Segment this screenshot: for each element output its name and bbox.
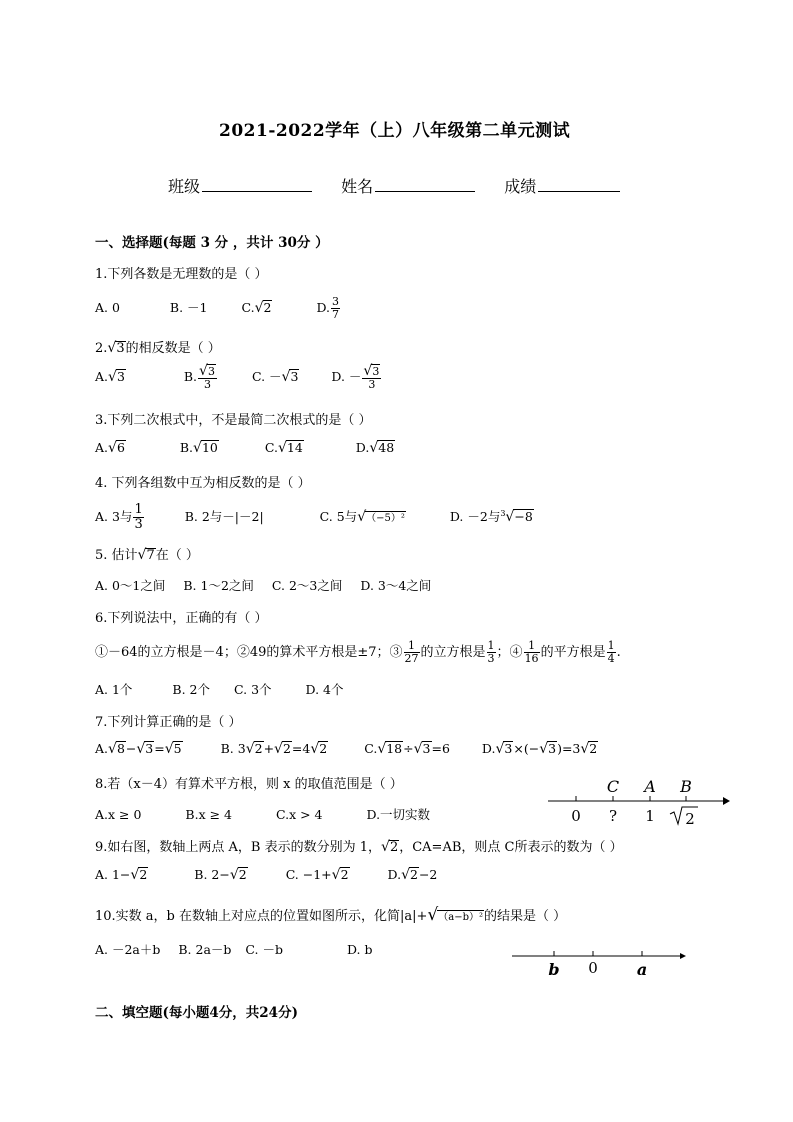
q8-option-b[interactable]: B.x ≥ 4 [185, 807, 233, 822]
q10-option-d[interactable]: D. b [346, 942, 373, 957]
q2-options [95, 364, 382, 391]
section-2-heading: 二、填空题(每小题4分，共24分) [95, 1005, 298, 1021]
q8-option-d[interactable]: D.一切实数 [366, 807, 431, 822]
q5-option-b[interactable]: B. 1～2之间 [183, 578, 254, 593]
q2-option-a[interactable]: A.√3 [95, 369, 125, 385]
q7-option-d[interactable]: D.√3×(−√3)=3√2 [481, 741, 598, 757]
score-blank[interactable] [538, 176, 620, 192]
q10-stem: 10.实数 a，b 在数轴上对应点的位置如图所示，化简|a|+√（a−b）²的结果是（ ） [95, 905, 567, 925]
q3-stem: 3.下列二次根式中，不是最简二次根式的是（ ） [95, 413, 372, 428]
q2-option-d[interactable]: D. － $\frac{√3}{3}$ [331, 363, 380, 391]
tick-label-1: 1 [645, 807, 655, 825]
q3-option-a[interactable]: A.√6 [95, 440, 125, 456]
q6-options [95, 680, 344, 698]
q10-option-b[interactable]: B. 2a－b [178, 942, 232, 957]
q5-stem: 5. 估计√7在（ ） [95, 547, 199, 563]
score-label: 成绩 [504, 177, 537, 196]
q5-option-d[interactable]: D. 3～4之间 [360, 578, 432, 593]
q7-option-c[interactable]: C.√18÷√3=6 [364, 741, 450, 757]
q9-option-d[interactable]: D.√2−2 [387, 867, 438, 883]
q9-options [95, 867, 437, 883]
q5-option-a[interactable]: A. 0～1之间 [95, 578, 166, 593]
q8-option-c[interactable]: C.x > 4 [276, 807, 323, 822]
point-b-label: b [548, 960, 560, 979]
q1-option-a[interactable]: A. 0 [95, 300, 120, 315]
point-a-label: a [636, 960, 648, 979]
q3-options [95, 440, 395, 456]
section-1-heading: 一、选择题(每题 3 分 ，共计 30分 ） [95, 235, 329, 251]
q6-option-a[interactable]: A. 1个 [95, 682, 133, 697]
q10-option-a[interactable]: A. －2a＋b [95, 942, 161, 957]
q6-stem: 6.下列说法中，正确的有（ ） [95, 611, 268, 626]
q1-option-b[interactable]: B. －1 [169, 300, 208, 315]
page-title: 2021-2022学年（上）八年级第二单元测试 [219, 121, 571, 141]
point-a-label: A [644, 777, 656, 796]
q6-statements: ①－64的立方根是－4；②49的算术平方根是±7；③ $\frac{1}{27}$ 的立方根是 $\frac{1}{3}$ ；④ $\frac{1}{16}$ 的平方根是 $\frac{1}{4}$ . [95, 639, 621, 665]
q9-option-c[interactable]: C. −1+√2 [285, 867, 349, 883]
q2-option-b[interactable]: B. $\frac{√3}{3}$ [183, 363, 215, 391]
number-line-abc [540, 772, 732, 828]
q4-stem: 4. 下列各组数中互为相反数的是（ ） [95, 476, 311, 491]
q1-option-c[interactable]: C.√2 [241, 300, 272, 316]
q4-option-c[interactable]: C. 5与√（−5）² [319, 509, 405, 525]
axis-arrow [680, 953, 686, 959]
class-label: 班级 [168, 177, 201, 196]
q4-options [95, 503, 534, 532]
q3-option-b[interactable]: B.√10 [179, 440, 218, 456]
q5-option-c[interactable]: C. 2～3之间 [271, 578, 343, 593]
q8-options [95, 805, 430, 823]
axis-arrow [723, 797, 730, 805]
q6-option-c[interactable]: C. 3个 [234, 682, 272, 697]
tick-label-sqrt2: 2 [685, 810, 695, 828]
q4-option-b[interactable]: B. 2与－|－2| [184, 509, 264, 524]
q7-stem: 7.下列计算正确的是（ ） [95, 715, 242, 730]
point-0-label: 0 [588, 959, 598, 977]
tick-label-0: 0 [571, 807, 581, 825]
q5-options [95, 576, 431, 594]
q9-option-b[interactable]: B. 2−√2 [194, 867, 247, 883]
student-info [168, 174, 620, 197]
q3-option-c[interactable]: C.√14 [264, 440, 303, 456]
q3-option-d[interactable]: D.√48 [355, 440, 395, 456]
q4-option-d[interactable]: D. －2与$^3$√−8 [449, 508, 533, 525]
q4-option-a[interactable]: A. 3与 $\frac{1}{3}$ [95, 502, 143, 532]
q8-stem: 8.若（x－4）有算术平方根，则 x 的取值范围是（ ） [95, 777, 403, 792]
q7-option-a[interactable]: A.√8−√3=√5 [95, 741, 182, 757]
number-line-ab [508, 946, 690, 980]
q8-option-a[interactable]: A.x ≥ 0 [95, 807, 142, 822]
q1-options [95, 296, 341, 321]
q7-options [95, 741, 598, 757]
q1-option-d[interactable]: D. $\frac{3}{7}$ [316, 295, 340, 321]
name-blank[interactable] [375, 176, 475, 192]
point-b-label: B [680, 777, 692, 796]
q10-options [95, 940, 373, 958]
q7-option-b[interactable]: B. 3√2+√2=4√2 [220, 741, 328, 757]
q6-option-d[interactable]: D. 4个 [305, 682, 344, 697]
class-blank[interactable] [202, 176, 312, 192]
q9-option-a[interactable]: A. 1−√2 [95, 867, 148, 883]
q9-stem: 9.如右图，数轴上两点 A，B 表示的数分别为 1，√2，CA=AB，则点 C所表示的数为（ ） [95, 839, 623, 855]
tick-label-question: ? [608, 807, 618, 825]
point-c-label: C [606, 777, 620, 796]
q2-stem: 2.√3的相反数是（ ） [95, 340, 221, 356]
q1-stem: 1.下列各数是无理数的是（ ） [95, 267, 268, 282]
q2-option-c[interactable]: C. －√3 [251, 369, 299, 385]
q6-option-b[interactable]: B. 2个 [172, 682, 211, 697]
q10-option-c[interactable]: C. －b [245, 942, 283, 957]
name-label: 姓名 [341, 177, 374, 196]
